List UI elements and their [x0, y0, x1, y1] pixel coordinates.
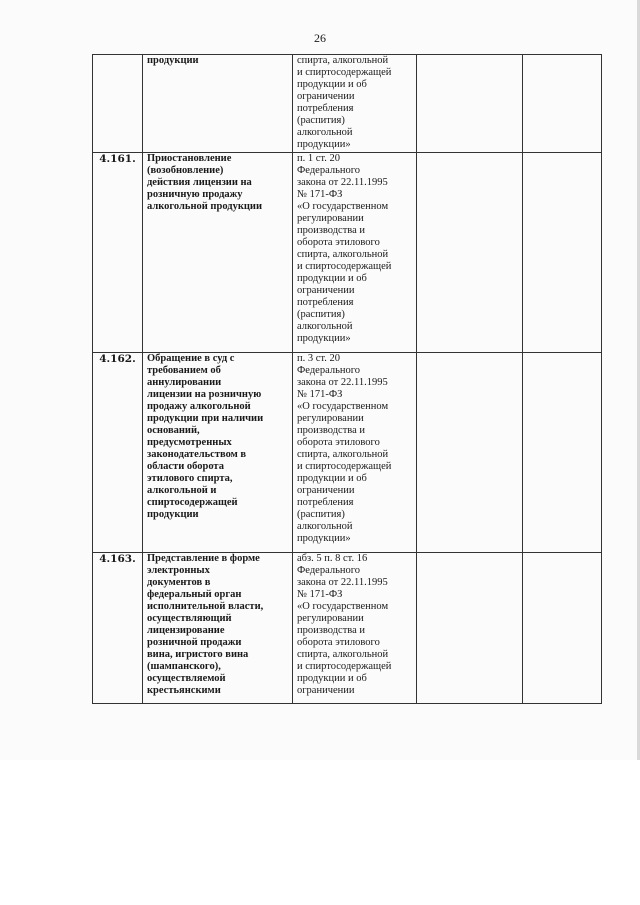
row-legal-basis: абз. 5 п. 8 ст. 16 Федерального закона от 22.11.1995 № 171-ФЗ «О государственном регулировании производства и оборота этилового спирта, алкогольной и спиртосодержащей продукции и об ограничении: [293, 553, 417, 704]
row-legal-basis: спирта, алкогольной и спиртосодержащей продукции и об ограничении потребления (распития) алкогольной продукции»: [293, 55, 417, 153]
row-legal-basis: п. 1 ст. 20 Федерального закона от 22.11.1995 № 171-ФЗ «О государственном регулировании производства и оборота этилового спирта, алкогольной и спиртосодержащей продукции и об ограничении потребления (распития) алкогольной продукции»: [293, 153, 417, 353]
row-name: продукции: [143, 55, 293, 153]
table-row: [93, 353, 602, 553]
blank-area: [0, 760, 640, 905]
row-cell-5: [523, 353, 602, 553]
row-name: Обращение в суд с требованием об аннулировании лицензии на розничную продажу алкогольной продукции при наличии оснований, предусмотренных законодательством в области оборота этилового спирта, алкогольной и спиртосодержащей продукции: [143, 353, 293, 553]
row-cell-5: [523, 55, 602, 153]
row-cell-4: [417, 55, 523, 153]
page-number: 26: [314, 31, 326, 45]
row-cell-5: [523, 553, 602, 704]
row-name: Представление в форме электронных документов в федеральный орган исполнительной власти, осуществляющий лицензирование розничной продажи вина, игристого вина (шампанского), осуществляемой крестьянскими: [143, 553, 293, 704]
row-cell-4: [417, 353, 523, 553]
table-row: [93, 55, 602, 153]
row-number: 4.163.: [93, 553, 143, 704]
row-cell-5: [523, 153, 602, 353]
row-cell-4: [417, 553, 523, 704]
row-legal-basis: п. 3 ст. 20 Федерального закона от 22.11.1995 № 171-ФЗ «О государственном регулировании производства и оборота этилового спирта, алкогольной и спиртосодержащей продукции и об ограничении потребления (распития) алкогольной продукции»: [293, 353, 417, 553]
row-number: 4.162.: [93, 353, 143, 553]
regulation-table: [92, 54, 602, 704]
row-number: 4.161.: [93, 153, 143, 353]
row-cell-4: [417, 153, 523, 353]
row-name: Приостановление (возобновление) действия лицензии на розничную продажу алкогольной продукции: [143, 153, 293, 353]
table-row: [93, 153, 602, 353]
row-number: [93, 55, 143, 153]
table-row: [93, 553, 602, 704]
